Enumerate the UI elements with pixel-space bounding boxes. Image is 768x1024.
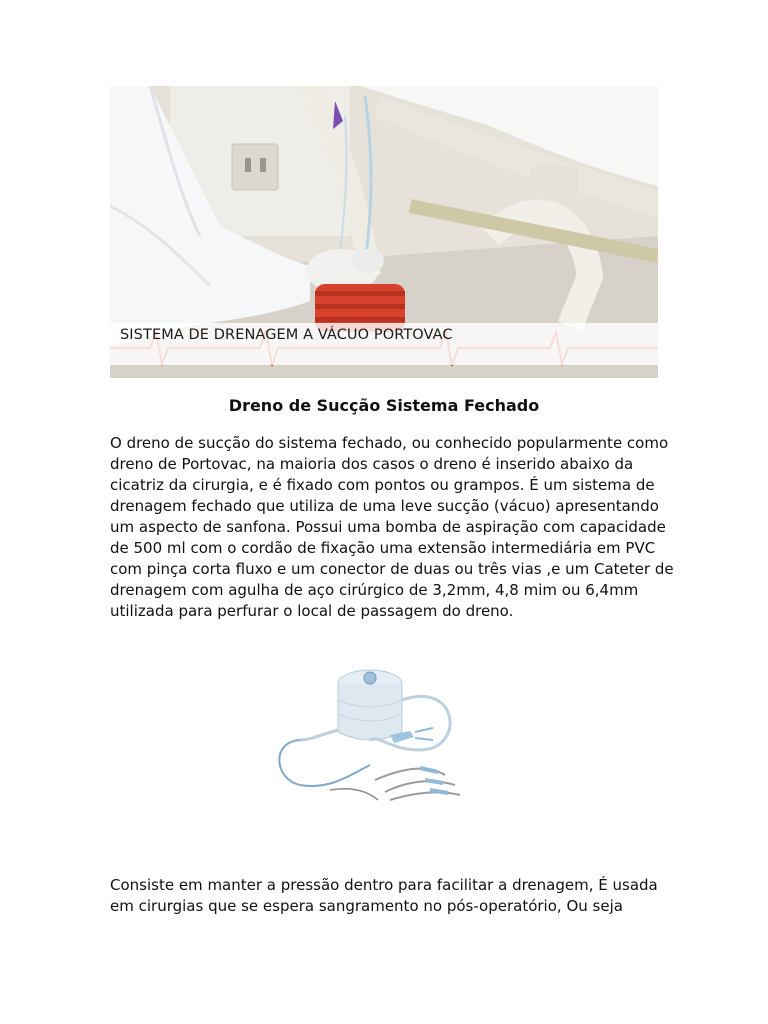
drain-kit-illustration [270,640,470,830]
paragraph-line: drenagem fechado que utiliza de uma leve sucção (vácuo) apresentando [110,497,659,515]
paragraph-line: um aspecto de sanfona. Possui uma bomba de aspiração com capacidade [110,518,666,536]
paragraph-1 [110,433,674,622]
paragraph-line: utilizada para perfurar o local de passagem do dreno. [110,602,514,620]
document-title: Dreno de Sucção Sistema Fechado [228,396,540,415]
paragraph-line: com pinça corta fluxo e um conector de duas ou três vias ,e um Cateter de [110,560,674,578]
paragraph-line: em cirurgias que se espera sangramento no pós-operatório, Ou seja [110,897,623,915]
portovac-photo [110,86,658,378]
drain-kit-image [270,640,470,830]
paragraph-line: Consiste em manter a pressão dentro para facilitar a drenagem, É usada [110,876,658,894]
paragraph-line: cicatriz da cirurgia, e é fixado com pontos ou grampos. É um sistema de [110,476,655,494]
paragraph-line: dreno de Portovac, na maioria dos casos o dreno é inserido abaixo da [110,455,634,473]
paragraph-2 [110,875,658,917]
paragraph-line: de 500 ml com o cordão de fixação uma extensão intermediária em PVC [110,539,656,557]
paragraph-line: drenagem com agulha de aço cirúrgico de 3,2mm, 4,8 mim ou 6,4mm [110,581,639,599]
photo-caption: SISTEMA DE DRENAGEM A VÁCUO PORTOVAC [120,327,453,343]
paragraph-line: O dreno de sucção do sistema fechado, ou conhecido popularmente como [110,434,669,452]
